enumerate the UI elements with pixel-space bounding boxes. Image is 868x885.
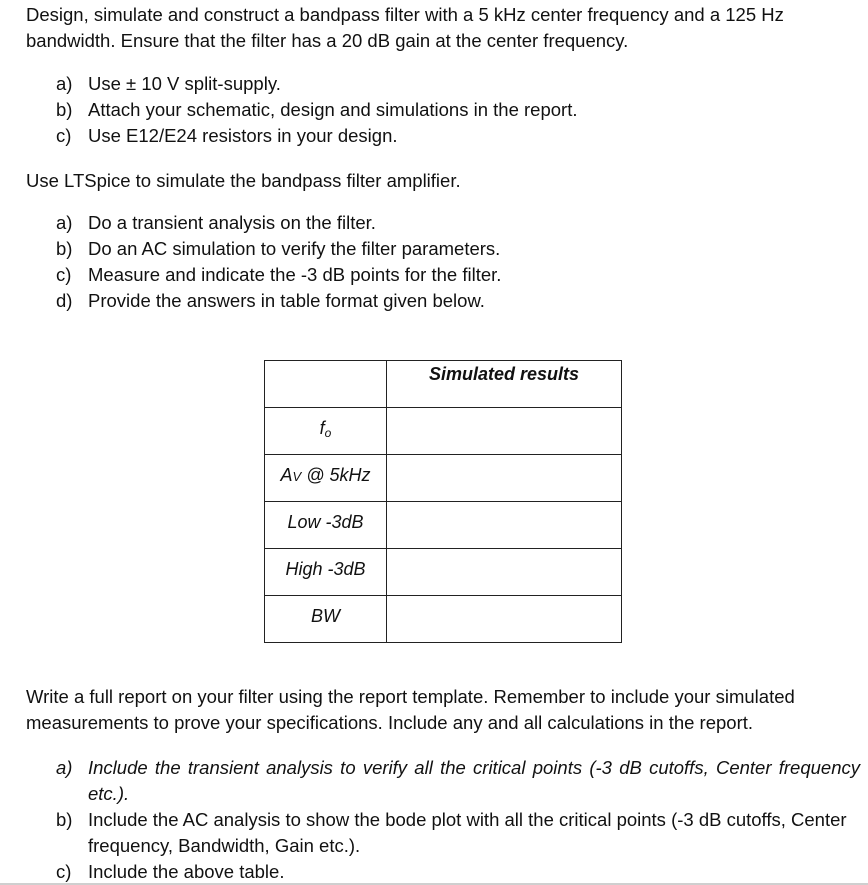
list-item: [56, 755, 860, 807]
list-item: [56, 123, 860, 149]
table-header-row: [265, 361, 622, 408]
results-table: [264, 360, 622, 643]
list-item-text: Use ± 10 V split-supply.: [88, 73, 281, 94]
list-marker: c): [56, 264, 72, 285]
list-item-text: Do a transient analysis on the filter.: [88, 212, 376, 233]
row-label-fo: $f_o$: [265, 408, 387, 455]
list-marker: a): [56, 73, 73, 94]
requirements-list: [56, 71, 860, 149]
list-item-text: Use E12/E24 resistors in your design.: [88, 125, 398, 146]
list-marker: a): [56, 757, 73, 778]
table-row: [265, 502, 622, 549]
table-row: [265, 455, 622, 502]
table-corner-cell: [265, 361, 387, 408]
list-item: [56, 859, 860, 885]
row-value-cell[interactable]: [387, 596, 622, 643]
list-item-text: Provide the answers in table format given below.: [88, 290, 485, 311]
row-value-cell[interactable]: [387, 455, 622, 502]
list-item-text: Include the transient analysis to verify all the critical points (-3 dB cutoffs, Center frequency etc.).: [88, 757, 860, 804]
row-label-high-3db: High -3dB: [265, 549, 387, 596]
table-header-simulated-results: Simulated results: [387, 361, 622, 408]
list-item: [56, 97, 860, 123]
row-label-bw: BW: [265, 596, 387, 643]
list-item: [56, 288, 860, 314]
list-marker: b): [56, 809, 73, 830]
row-label-av: AV @ 5kHz: [265, 455, 387, 502]
list-item: [56, 210, 860, 236]
ltspice-list: [56, 210, 860, 314]
row-label-low-3db: Low -3dB: [265, 502, 387, 549]
ltspice-heading: Use LTSpice to simulate the bandpass filter amplifier.: [26, 170, 461, 191]
list-marker: b): [56, 99, 73, 120]
table-row: [265, 408, 622, 455]
report-list: [56, 755, 860, 885]
intro-paragraph: Design, simulate and construct a bandpass filter with a 5 kHz center frequency and a 125 Hz bandwidth. Ensure that the filter has a 20 dB gain at the center frequency.: [26, 4, 784, 51]
list-item-text: Measure and indicate the -3 dB points for the filter.: [88, 264, 502, 285]
list-item: [56, 262, 860, 288]
table-row: [265, 596, 622, 643]
list-item-text: Attach your schematic, design and simulations in the report.: [88, 99, 578, 120]
list-item-text: Include the above table.: [88, 861, 285, 882]
list-item-text: Include the AC analysis to show the bode plot with all the critical points (-3 dB cutoffs, Center frequency, Bandwidth, Gain etc.).: [88, 809, 847, 856]
row-value-cell[interactable]: [387, 408, 622, 455]
list-marker: a): [56, 212, 73, 233]
row-value-cell[interactable]: [387, 502, 622, 549]
list-marker: c): [56, 125, 72, 146]
report-paragraph: Write a full report on your filter using the report template. Remember to include your simulated measurements to prove your specifications. Include any and all calculations in the report.: [26, 686, 795, 733]
row-value-cell[interactable]: [387, 549, 622, 596]
list-item-text: Do an AC simulation to verify the filter parameters.: [88, 238, 501, 259]
list-item: [56, 236, 860, 262]
list-marker: d): [56, 290, 73, 311]
list-marker: b): [56, 238, 73, 259]
list-item: [56, 807, 860, 859]
list-marker: c): [56, 861, 72, 882]
table-row: [265, 549, 622, 596]
list-item: [56, 71, 860, 97]
